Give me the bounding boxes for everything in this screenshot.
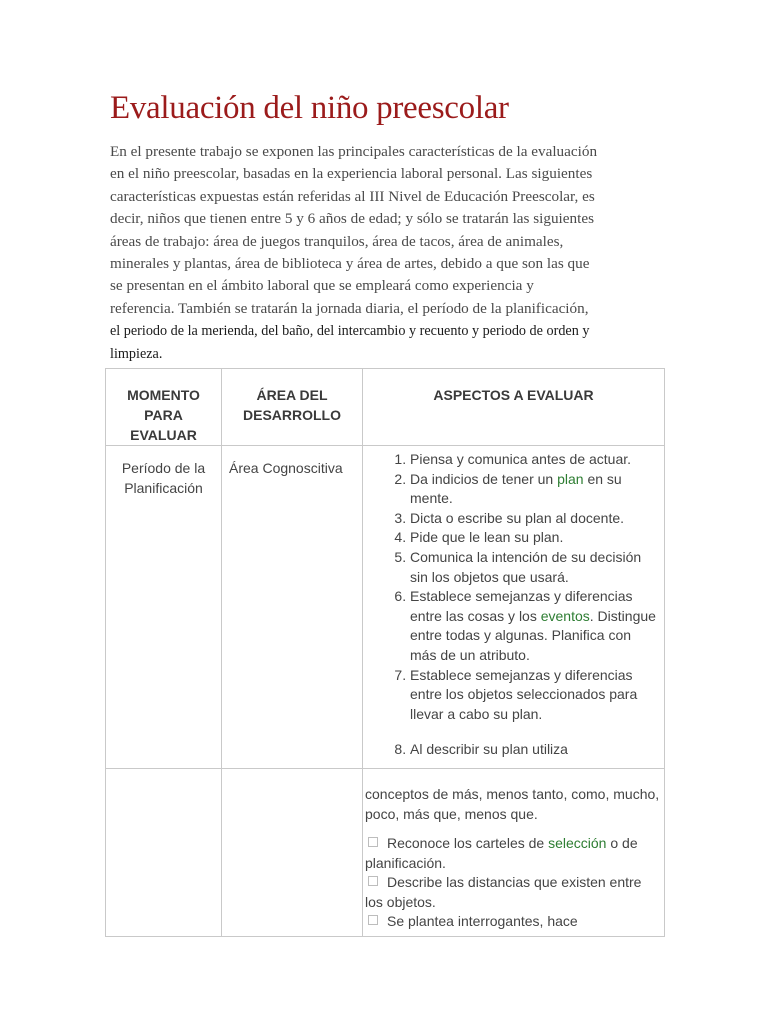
header-area: [222, 369, 363, 446]
checkbox-item: [365, 912, 660, 932]
header-aspectos: [363, 369, 665, 446]
list-item: 3. Dicta o escribe su plan al docente.: [410, 509, 658, 529]
header-momento: [106, 369, 222, 446]
table-row: [106, 768, 665, 936]
cell-momento: [106, 446, 222, 769]
item-text: . Distingue entre todas y algunas. Planifica con más de un atributo.: [410, 607, 656, 663]
checkbox-icon: [368, 837, 378, 847]
continuation-text: conceptos de más, menos tanto, como, mucho, poco, más que, menos que.: [365, 785, 660, 822]
intro-line: decir, niños que tienen entre 5 y 6 años de edad; y sólo se tratarán las siguientes: [110, 210, 594, 228]
cell-momento-empty: [106, 768, 222, 936]
area-text: Área Cognoscitiva: [229, 460, 343, 476]
list-item: [410, 470, 658, 509]
document-title: Evaluación del niño preescolar: [110, 90, 509, 126]
item-text: en su mente.: [410, 470, 622, 507]
header-aspectos-label: ASPECTOS A EVALUAR: [433, 387, 594, 403]
cell-aspects: [363, 446, 665, 769]
item-text: Se plantea interrogantes, hace: [387, 913, 578, 930]
cell-area-empty: [222, 768, 363, 936]
intro-line: referencia. También se tratarán la jornada diaria, el período de la planificación,: [110, 299, 589, 317]
intro-line: en el niño preescolar, basadas en la experiencia laboral personal. Las siguientes: [110, 165, 593, 183]
list-item: [410, 587, 658, 665]
momento-text: Período de la Planificación: [121, 460, 206, 496]
intro-line: se presentan en el ámbito laboral que se empleará como experiencia y: [110, 277, 534, 295]
plan-link[interactable]: plan: [557, 470, 584, 487]
checkbox-icon: [368, 876, 378, 886]
cell-aspects-continued: [363, 768, 665, 936]
cell-area: [222, 446, 363, 769]
intro-line: características expuestas están referidas al III Nivel de Educación Preescolar, es: [110, 187, 595, 205]
intro-line: minerales y plantas, área de biblioteca y área de artes, debido a que son las que: [110, 255, 590, 273]
list-item: 1. Piensa y comunica antes de actuar.: [410, 450, 658, 470]
header-momento-label: MOMENTO PARA EVALUAR: [127, 387, 200, 443]
list-item: 5. Comunica la intención de su decisión sin los objetos que usará.: [410, 548, 658, 587]
header-area-label: ÁREA DEL DESARROLLO: [243, 387, 341, 423]
intro-line: limpieza.: [110, 345, 163, 362]
item-text: Da indicios de tener un: [410, 470, 558, 487]
aspects-list: [363, 446, 664, 768]
seleccion-link[interactable]: selección: [548, 835, 607, 852]
table-header-row: [106, 369, 665, 446]
item-text: Reconoce los carteles de: [387, 835, 549, 852]
checkbox-icon: [368, 915, 378, 925]
list-item: 7. Establece semejanzas y diferencias entre los objetos seleccionados para llevar a cabo su plan.: [410, 666, 658, 725]
aspects-continuation: [363, 769, 664, 936]
eventos-link[interactable]: eventos: [540, 607, 590, 624]
item-text: Establece semejanzas y diferencias entre las cosas y los: [410, 588, 633, 624]
list-item: 8. Al describir su plan utiliza: [410, 740, 658, 760]
list-item: 4. Pide que le lean su plan.: [410, 528, 658, 548]
table-row: [106, 446, 665, 769]
intro-line: En el presente trabajo se exponen las principales características de la evaluación: [110, 143, 598, 160]
item-text: o de planificación.: [365, 835, 638, 871]
intro-line: áreas de trabajo: área de juegos tranquilos, área de tacos, área de animales,: [110, 232, 564, 250]
checkbox-item: [365, 834, 660, 873]
intro-paragraph: [110, 141, 670, 365]
intro-line: el periodo de la merienda, del baño, del intercambio y recuento y periodo de orden y: [110, 323, 590, 340]
checkbox-item: [365, 873, 660, 912]
item-text: Describe las distancias que existen entre los objetos.: [365, 874, 642, 910]
evaluation-table: [105, 368, 665, 937]
